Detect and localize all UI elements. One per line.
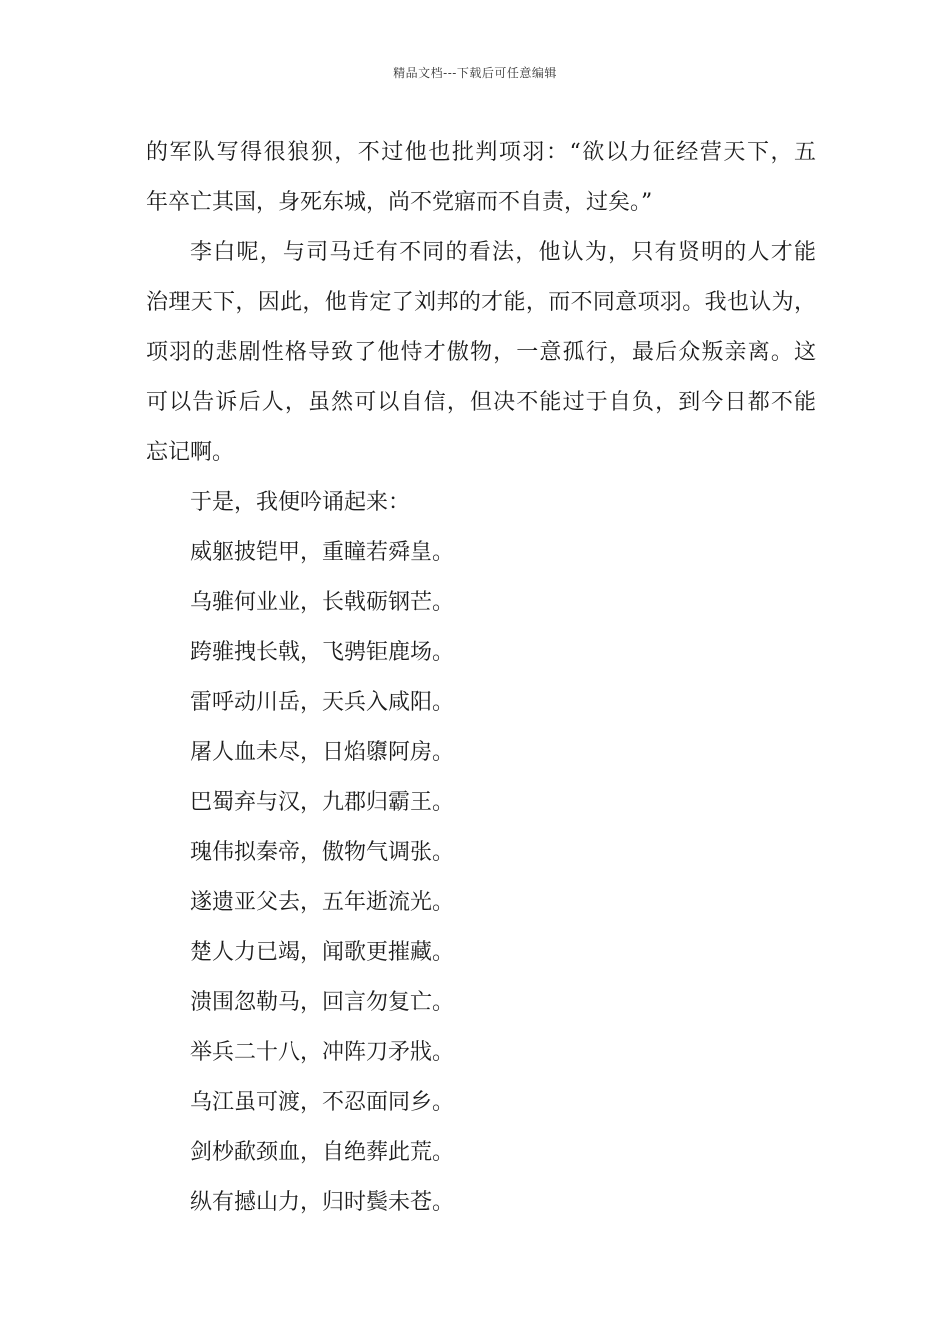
poem-line: 乌江虽可渡，不忍面同乡。 <box>190 1090 455 1115</box>
paragraph-line: 治理天下，因此，他肯定了刘邦的才能，而不同意项羽。我也认为， <box>146 290 816 315</box>
poem-line: 遂遗亚父去，五年逝流光。 <box>190 890 455 915</box>
paragraph-line: 于是，我便吟诵起来： <box>190 490 411 515</box>
paragraph-line: 年卒亡其国，身死东城，尚不党寤而不自责，过矣。” <box>146 190 653 215</box>
paragraph-line: 的军队写得很狼狈，不过他也批判项羽：“欲以力征经营天下，五 <box>146 140 816 165</box>
poem-line: 威躯披铠甲，重瞳若舜皇。 <box>190 540 455 565</box>
poem-line: 跨骓拽长戟，飞骋钜鹿场。 <box>190 640 455 665</box>
poem-line: 巴蜀弃与汉，九郡归霸王。 <box>190 790 455 815</box>
paragraph-line: 可以告诉后人，虽然可以自信，但决不能过于自负，到今日都不能 <box>146 390 816 415</box>
poem-line: 屠人血未尽，日焰隳阿房。 <box>190 740 455 765</box>
poem-line: 举兵二十八，冲阵刀矛戕。 <box>190 1040 455 1065</box>
paragraph-line: 忘记啊。 <box>146 440 235 465</box>
poem-line: 溃围忽勒马，回言勿复亡。 <box>190 990 455 1015</box>
paragraph-line: 项羽的悲剧性格导致了他恃才傲物，一意孤行，最后众叛亲离。这 <box>146 340 816 365</box>
poem-line: 纵有撼山力，归时鬓未苍。 <box>190 1190 455 1215</box>
poem-line: 楚人力已竭，闻歌更摧藏。 <box>190 940 455 965</box>
poem-line: 雷呼动川岳，天兵入咸阳。 <box>190 690 455 715</box>
page-header: 精品文档---下载后可任意编辑 <box>393 66 557 80</box>
poem-line: 瑰伟拟秦帝，傲物气调张。 <box>190 840 455 865</box>
poem-line: 乌骓何业业，长戟砺钢芒。 <box>190 590 455 615</box>
poem-line: 剑杪歃颈血，自绝葬此荒。 <box>190 1140 455 1165</box>
document-body <box>146 128 816 1228</box>
paragraph-line: 李白呢，与司马迁有不同的看法，他认为，只有贤明的人才能 <box>190 240 816 265</box>
